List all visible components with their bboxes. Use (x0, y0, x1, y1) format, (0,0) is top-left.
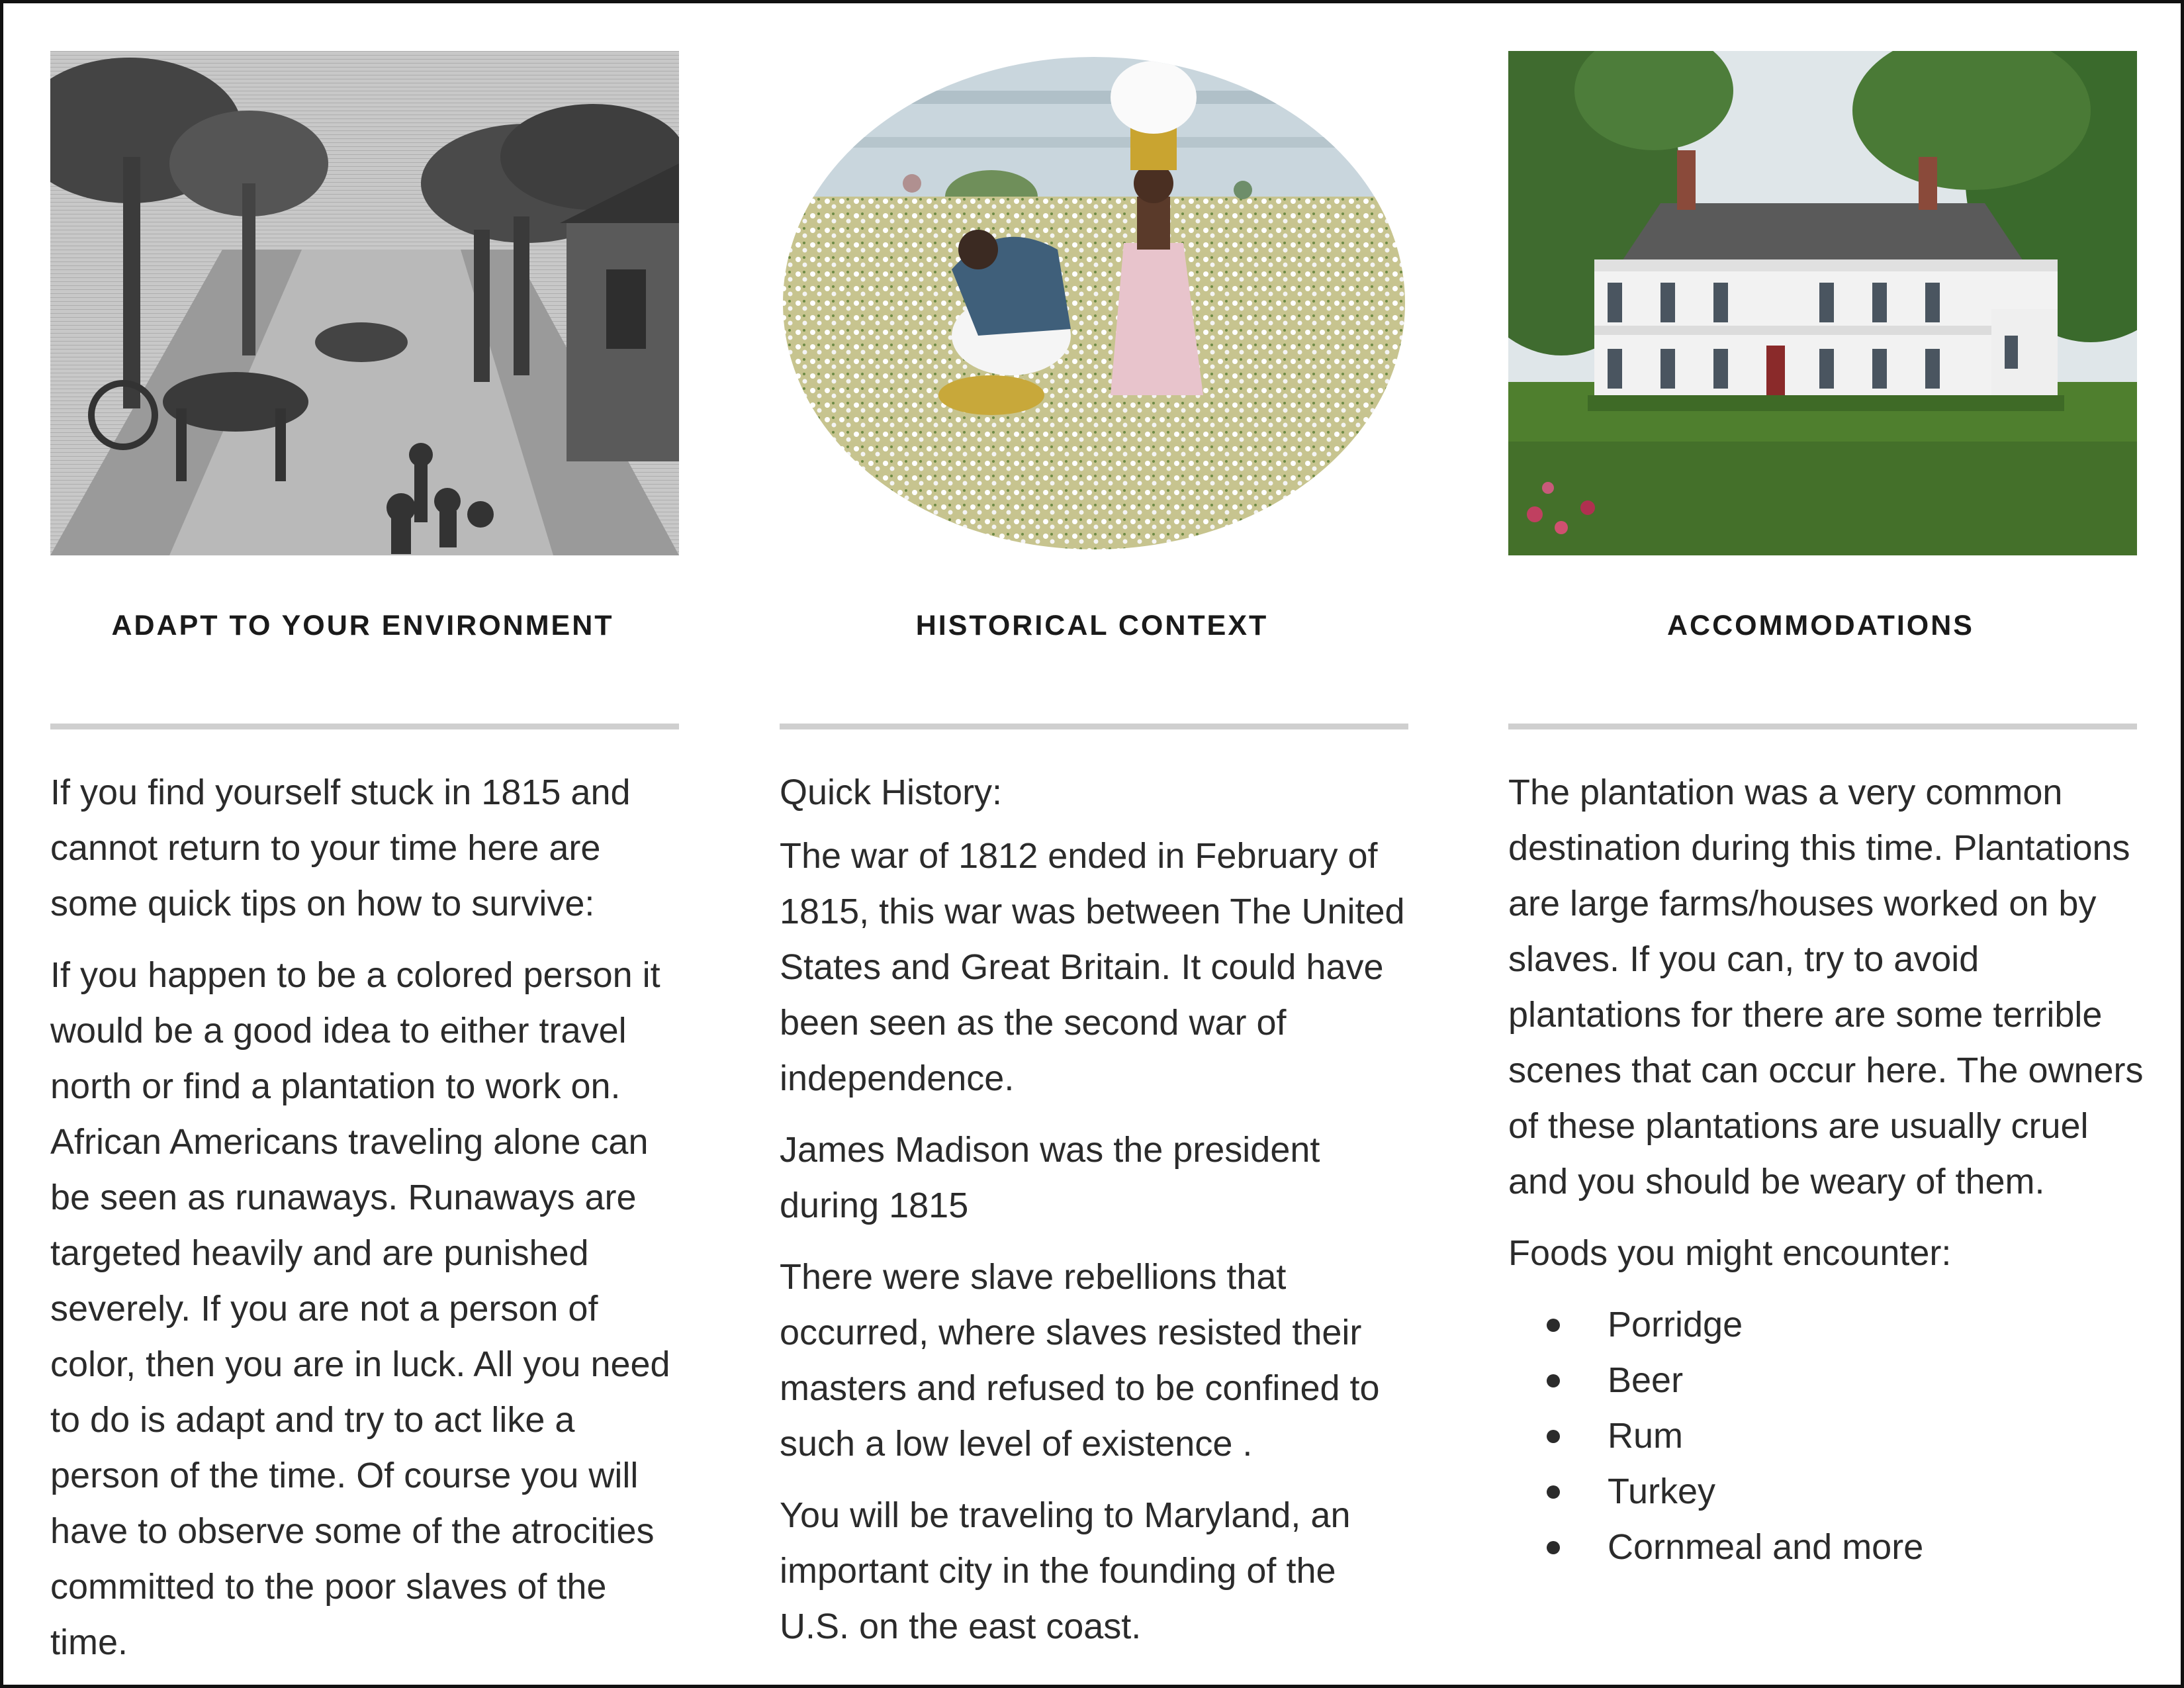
president-paragraph: James Madison was the president during 1815 (780, 1130, 1320, 1225)
food-label: Rum (1608, 1416, 1684, 1456)
foods-list (1508, 1297, 2144, 1575)
bullet-icon (1547, 1374, 1560, 1387)
plantation-house-image (1508, 51, 2137, 555)
section-body (780, 765, 1415, 1670)
bullet-icon (1547, 1430, 1560, 1443)
list-item (1508, 1519, 2144, 1575)
column-historical-context (777, 3, 1407, 1685)
divider-line (780, 724, 1408, 729)
list-item (1508, 1408, 2144, 1464)
divider-line (50, 724, 679, 729)
list-item (1508, 1464, 2144, 1519)
foods-label: Foods you might encounter: (1508, 1233, 1952, 1273)
list-item (1508, 1297, 2144, 1352)
survival-tips-paragraph: If you happen to be a colored person it would be a good idea to either travel north or find a plantation to work on. African Americans traveling alone can be seen as runaways. Runaways are targeted heavily and are punished severely. If you are not a person of color, then you are in luck. All you need to do is adapt and try to act like a person of the time. Of course you will have to observe some of the atrocities committed to the poor slaves of the time. (50, 955, 670, 1662)
plantation-road-engraving-image (50, 51, 679, 555)
war-of-1812-paragraph: The war of 1812 ended in February of 1815, this war was between The United States and Great Britain. It could have been seen as the second war of independence. (780, 836, 1405, 1098)
section-heading: ACCOMMODATIONS (1666, 610, 1974, 641)
intro-paragraph: If you find yourself stuck in 1815 and cannot return to your time here are some quick tips on how to survive: (50, 773, 631, 923)
divider-line (1508, 724, 2137, 729)
quick-history-label: Quick History: (780, 773, 1003, 812)
section-heading: HISTORICAL CONTEXT (915, 610, 1269, 641)
slave-rebellions-paragraph: There were slave rebellions that occurred, where slaves resisted their masters and refused to be confined to such a low level of existence . (780, 1257, 1380, 1464)
bullet-icon (1547, 1541, 1560, 1554)
cotton-field-illustration-image (780, 51, 1408, 555)
section-heading: ADAPT TO YOUR ENVIRONMENT (111, 610, 614, 641)
maryland-paragraph: You will be traveling to Maryland, an important city in the founding of the U.S. on the east coast. (780, 1495, 1351, 1646)
list-item (1508, 1352, 2144, 1408)
column-accommodations (1506, 3, 2144, 1685)
food-label: Porridge (1608, 1305, 1743, 1344)
food-label: Beer (1608, 1360, 1684, 1400)
column-adapt-to-environment (48, 3, 678, 1685)
food-label: Cornmeal and more (1608, 1527, 1924, 1567)
plantation-paragraph: The plantation was a very common destination during this time. Plantations are large farms/houses worked on by slaves. If you can, try to avoid plantations for there are some terrible scenes that can occur here. The owners of these plantations are usually cruel and you should be weary of them. (1508, 773, 2144, 1201)
section-body (1508, 765, 2144, 1575)
bullet-icon (1547, 1485, 1560, 1499)
section-body (50, 765, 686, 1686)
bullet-icon (1547, 1319, 1560, 1332)
food-label: Turkey (1608, 1472, 1716, 1511)
